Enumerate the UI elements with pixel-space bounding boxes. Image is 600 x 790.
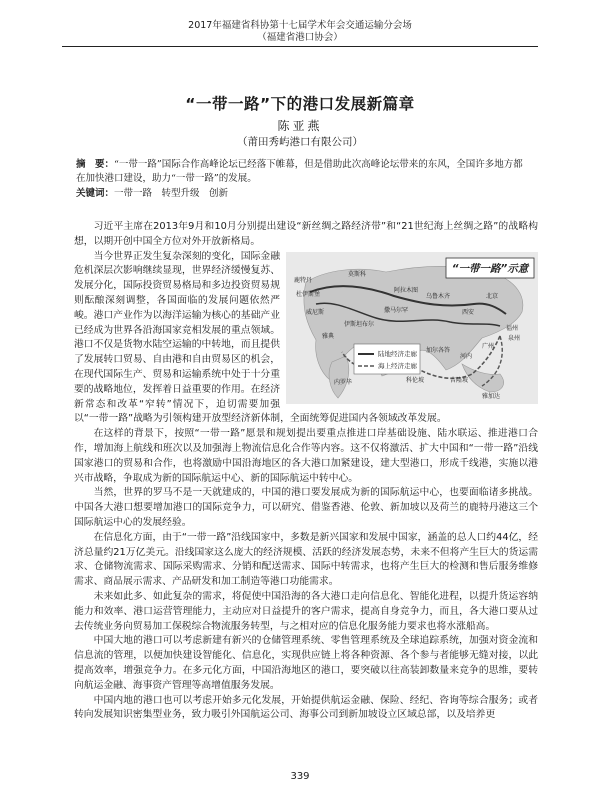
keywords-text: 一带一路 转型升级 创新	[114, 188, 229, 199]
body-paragraph-3: 在这样的背景下，按照“一带一路”愿景和规划提出要重点推进口岸基础设施、陆水联运、推进港口合作，增加海上航线和班次以及加强海上物流信息化合作等内容。这不仅将激活、扩大中国和“一带一路”沿线国家港口的贸易和合作，也将激励中国沿海地区的各大港口加紧建设，建大型港口，形成千线港，实施以港兴市战略，争取成为新的国际航运中心、新的国际航运中转中心。	[74, 428, 538, 484]
city-label: 雅典	[322, 332, 335, 340]
city-label: 杜伊斯堡	[296, 290, 321, 298]
city-label: 广州	[482, 342, 495, 350]
city-label: 科伦坡	[406, 376, 425, 384]
keywords-label: 关键词：	[76, 188, 115, 199]
city-label: 鹿特丹	[294, 276, 313, 284]
city-label: 西安	[462, 308, 475, 316]
header-rule	[62, 46, 538, 47]
article-body	[74, 220, 538, 723]
city-label: 河内	[460, 352, 473, 360]
city-label: 北京	[486, 292, 499, 300]
body-paragraph-6: 未来如此多、如此复杂的需求，将促使中国沿海的各大港口走向信息化、智能化进程，以提升货运容纳能力和效率、港口运营管理能力，主动应对日益提升的客户需求，提高自身竞争力，而且，各大港口要从过去传统业务向贸易加工保税综合物流服务转型，与之相对应的信息化服务能力要求也将水涨船高。	[74, 590, 538, 632]
city-label: 乌鲁木齐	[426, 292, 451, 300]
city-label: 吉隆坡	[450, 376, 469, 384]
body-paragraph-7: 中国大地的港口可以考虑新建有新兴的仓储管理系统、零售管理系统及全球追踪系统，加强对资金流和信息流的管理，以便加快建设智能化、信息化，实现供应链上将各种资源、各个参与者能够无缝对接，以此提高效率，增强竞争力。在多元化方面，中国沿海地区的港口，要突破以往高装卸数量来竞争的思维，要转向航运金融、海事资产管理等高增值服务发展。	[74, 635, 538, 691]
body-paragraph-2: 当今世界正发生复杂深刻的变化，国际金融危机深层次影响继续显现，世界经济缓慢复苏、发展分化，国际投资贸易格局和多边投资贸易规则酝酿深刻调整，各国面临的发展问题依然严峻。港口产业作为以海洋运输为核心的基础产业已经成为世界各沿海国家竞相发展的重点领域。港口不仅是货物水陆空运输的中转地，而且提供了发展转口贸易、自由港和自由贸易区的机会，在现代国际生产、贸易和运输系统中处于十分重要的战略地位，发挥着日益重要的作用。在经济新常态和改革“窄转”情况下，迫切需要加强以“一带一路”战略为引领构建开放型经济新体制，全面统筹促进国内各领域改革发展。	[74, 250, 447, 425]
city-label: 内罗毕	[334, 378, 353, 386]
legend-land-label: 陆地经济走廊	[378, 349, 417, 358]
city-label: 泉州	[508, 334, 521, 342]
city-label: 雅加达	[482, 392, 501, 400]
city-label: 撒马尔罕	[384, 306, 409, 314]
running-head-conference: 2017年福建省科协第十七届学术年会交通运输分会场	[188, 20, 412, 31]
body-paragraph-1: 习近平主席在2013年9月和10月分别提出建设“新丝绸之路经济带”和“21世纪海上丝绸之路”的战略构想，以期开创中国全方位对外开放新格局。	[74, 221, 538, 247]
keywords	[76, 187, 532, 201]
belt-and-road-map-figure	[286, 252, 538, 404]
body-paragraph-4: 当然，世界的罗马不是一天就建成的，中国的港口要发展成为新的国际航运中心，也要面临诸多挑战。中国各大港口想要增加港口的国际竞争力，可以研究、借鉴香港、伦敦、新加坡以及荷兰的鹿特丹港这三个国际航运中心的发展经验。	[74, 487, 538, 528]
page-number: 339	[290, 771, 310, 782]
abstract-label: 摘 要：	[76, 159, 115, 170]
body-paragraph-5: 在信息化方面，由于“一带一路”沿线国家中，多数是新兴国家和发展中国家，涵盖的总人口约44亿，经济总量约21万亿美元。沿线国家这么庞大的经济规模、活跃的经济发展态势，未来不但将产生巨大的货运需求、仓储物流需求、国际采购需求、分销和配送需求、国际中转需求，也将产生巨大的检测和售后服务维修需求、商品展示需求、产品研发和加工制造等港口功能需求。	[74, 531, 538, 588]
city-label: 阿拉木图	[394, 286, 419, 294]
running-head-association: （福建省港口协会）	[257, 32, 343, 43]
belt-and-road-map	[286, 252, 538, 404]
abstract	[76, 158, 532, 186]
city-label: 福州	[506, 324, 519, 332]
city-label: 莫斯科	[348, 270, 367, 278]
article-author: 陈亚燕	[277, 119, 323, 133]
abstract-text: “一带一路”国际合作高峰论坛已经落下帷幕，但是借助此次高峰论坛带来的东风，全国许多地方都在加快港口建设，助力“一带一路”的发展。	[76, 159, 523, 184]
map-banner-title: “一带一路”示意	[451, 262, 529, 275]
legend-sea-label: 海上经济走廊	[378, 361, 417, 370]
body-paragraph-8: 中国内地的港口也可以考虑开始多元化发展，开始提供航运金融、保险、经纪、咨询等综合服务；或者转向发展知识密集型业务，致力吸引外国航运公司、海事公司到新加坡设立区域总部，以及培养更	[74, 694, 538, 721]
city-label: 威尼斯	[306, 308, 325, 316]
city-label: 加尔各答	[426, 346, 451, 354]
author-affiliation: （莆田秀屿港口有限公司）	[237, 136, 363, 148]
city-label: 伊斯坦布尔	[344, 320, 375, 328]
article-title: “一带一路”下的港口发展新篇章	[185, 95, 415, 113]
